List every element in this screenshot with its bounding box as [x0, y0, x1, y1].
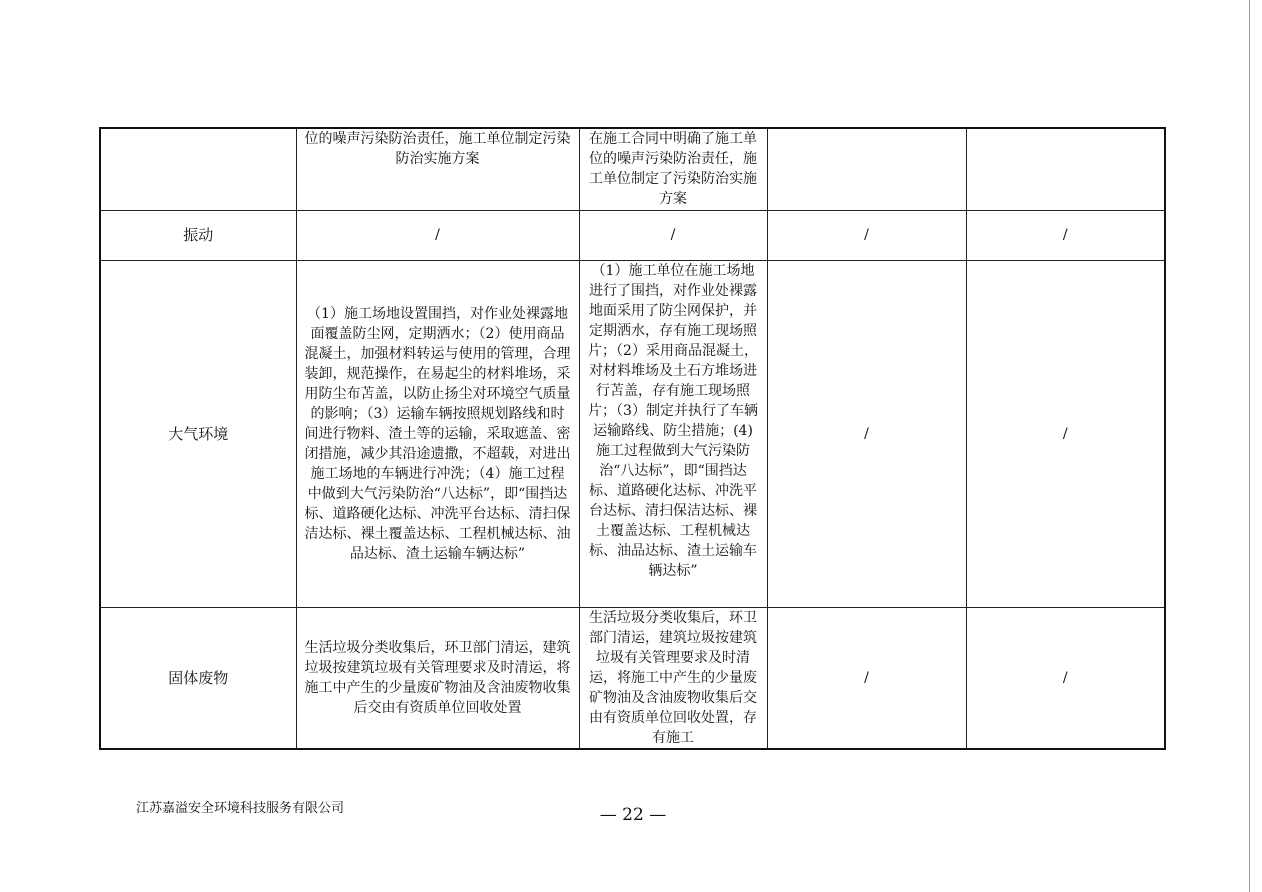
- table-row-air: [100, 260, 1165, 607]
- implementation-cell: /: [579, 210, 767, 260]
- col5-cell: [966, 128, 1165, 210]
- page-number: — 22 —: [599, 805, 667, 825]
- environmental-measures-table: [99, 127, 1166, 750]
- col5-cell: /: [966, 210, 1165, 260]
- footer-company-name: 江苏嘉溢安全环境科技服务有限公司: [136, 801, 345, 816]
- col5-cell: /: [966, 607, 1165, 749]
- col4-cell: [767, 128, 966, 210]
- col4-cell: /: [767, 210, 966, 260]
- category-cell: 振动: [100, 210, 296, 260]
- col5-cell: /: [966, 260, 1165, 607]
- implementation-cell: 生活垃圾分类收集后，环卫部门清运，建筑垃圾按建筑垃圾有关管理要求及时清运，将施工中产生的少量废矿物油及含油废物收集后交由有资质单位回收处置，存有施工: [579, 607, 767, 749]
- table-row-solid-waste: [100, 607, 1165, 749]
- col4-cell: /: [767, 607, 966, 749]
- requirement-cell: （1）施工场地设置围挡，对作业处裸露地面覆盖防尘网，定期洒水；（2）使用商品混凝土，加强材料转运与使用的管理，合理装卸，规范操作，在易起尘的材料堆场，采用防尘布苫盖，以防止扬尘对环境空气质量的影响；（3）运输车辆按照规划路线和时间进行物料、渣土等的运输，采取遮盖、密闭措施，减少其沿途遗撒，不超载，对进出施工场地的车辆进行冲洗；（4）施工过程中做到大气污染防治“八达标”，即“围挡达标、道路硬化达标、冲洗平台达标、清扫保洁达标、裸土覆盖达标、工程机械达标、油品达标、渣土运输车辆达标”: [296, 260, 579, 607]
- col4-cell: /: [767, 260, 966, 607]
- implementation-cell: 在施工合同中明确了施工单位的噪声污染防治责任，施工单位制定了污染防治实施方案: [579, 128, 767, 210]
- category-cell: [100, 128, 296, 210]
- table-row-vibration: [100, 210, 1165, 260]
- implementation-cell: （1）施工单位在施工场地进行了围挡，对作业处裸露地面采用了防尘网保护，并定期洒水，存有施工现场照片；（2）采用商品混凝土，对材料堆场及土石方堆场进行苫盖，存有施工现场照片；（3）制定并执行了车辆运输路线、防尘措施；(4)施工过程做到大气污染防治“八达标”，即“围挡达标、道路硬化达标、冲洗平台达标、清扫保洁达标、裸土覆盖达标、工程机械达标、油品达标、渣土运输车辆达标”: [579, 260, 767, 607]
- requirement-cell: 生活垃圾分类收集后，环卫部门清运，建筑垃圾按建筑垃圾有关管理要求及时清运，将施工中产生的少量废矿物油及含油废物收集后交由有资质单位回收处置: [296, 607, 579, 749]
- requirement-cell: /: [296, 210, 579, 260]
- table-row-noise-continued: [100, 128, 1165, 210]
- category-cell: 大气环境: [100, 260, 296, 607]
- category-cell: 固体废物: [100, 607, 296, 749]
- requirement-cell: 位的噪声污染防治责任，施工单位制定污染防治实施方案: [296, 128, 579, 210]
- page-edge-line: [1249, 0, 1250, 892]
